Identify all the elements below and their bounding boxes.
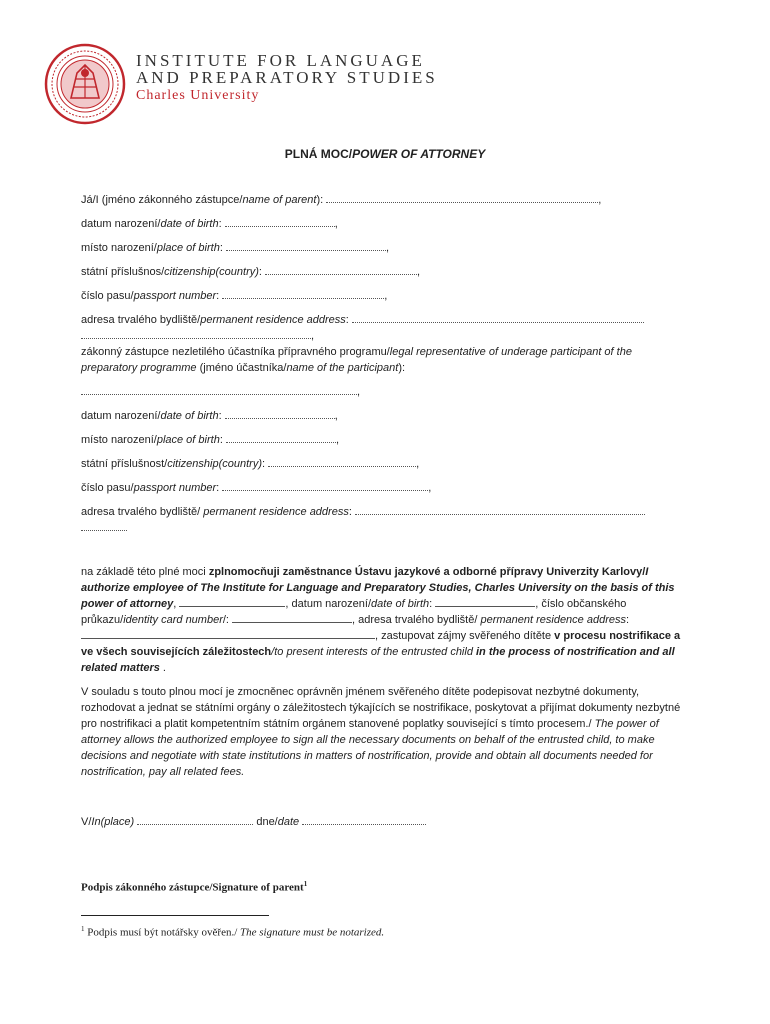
child-address-row: adresa trvalého bydliště/ permanent residence address: [81, 504, 681, 520]
parent-name-row: Já/I (jméno zákonného zástupce/name of parent): , [81, 194, 602, 206]
child-citizenship-field[interactable] [268, 457, 416, 467]
page-title: PLNÁ MOC/POWER OF ATTORNEY [284, 147, 486, 161]
institute-name-line1: INSTITUTE FOR LANGUAGE [136, 51, 425, 70]
child-address-field-2[interactable] [81, 521, 127, 531]
child-dob-row: datum narození/date of birth: , [81, 410, 338, 422]
parent-dob-row: datum narození/date of birth: , [81, 218, 338, 230]
child-dob-field[interactable] [225, 409, 335, 419]
parent-passport-row: číslo pasu/passport number: , [81, 290, 388, 302]
employee-address-field[interactable] [81, 629, 375, 639]
authorization-paragraph: na základě této plné moci zplnomocňuji zaměstnance Ústavu jazykové a odborné přípravy Univerzity Karlovy/I authorize employee of The Institute for Language and Preparatory Studies, Charles University on the basis of this power of attorney, , datum narození/date of birth: , číslo občanského průkazu/identity card number/: , adresa trvalého bydliště/ permanent residence address: , zastupovat zájmy svěřeného dítěte v procesu nostrifikace a ve všech souvisejících záležitostech/to present interests of the entrusted child in the process of nostrification and all related matters . [81, 566, 681, 674]
university-seal-logo [44, 43, 126, 125]
university-name: Charles University [136, 88, 260, 103]
child-citizenship-row: státní příslušnost/citizenship(country): , [81, 458, 420, 470]
parent-address-row: adresa trvalého bydliště/permanent residence address: [81, 312, 681, 328]
child-name-row: , [81, 384, 681, 400]
child-passport-field[interactable] [222, 481, 428, 491]
child-name-field[interactable] [81, 385, 357, 395]
parent-passport-field[interactable] [222, 289, 384, 299]
institute-header [136, 52, 438, 104]
child-pob-field[interactable] [226, 433, 336, 443]
parent-citizenship-row: státní příslušnos/citizenship(country): , [81, 266, 421, 278]
parent-address-continuation: , [81, 328, 681, 344]
place-field[interactable] [137, 815, 253, 825]
footnote: $^1$ Podpis musí být notářsky ověřen./ The signature must be notarized. [81, 925, 385, 939]
employee-id-card-field[interactable] [232, 613, 352, 623]
footnote-rule [81, 915, 269, 916]
child-pob-row: místo narození/place of birth: , [81, 434, 339, 446]
parent-pob-field[interactable] [226, 241, 386, 251]
employee-name-field[interactable] [179, 597, 285, 607]
employee-dob-field[interactable] [435, 597, 535, 607]
signature-label: Podpis zákonného zástupce/Signature of parent$^1$ [81, 880, 308, 894]
parent-dob-field[interactable] [225, 217, 335, 227]
form-body [81, 192, 681, 830]
child-passport-row: číslo pasu/passport number: , [81, 482, 432, 494]
parent-pob-row: místo narození/place of birth: , [81, 242, 389, 254]
parent-name-field[interactable] [326, 193, 598, 203]
legal-representative-text: zákonný zástupce nezletilého účastníka přípravného programu/legal representative of underage participant of the preparatory programme (jméno účastníka/name of the participant): [81, 346, 632, 374]
place-date-row: V/In(place) dne/date [81, 814, 681, 830]
parent-address-field-2[interactable] [81, 329, 311, 339]
date-field[interactable] [302, 815, 426, 825]
parent-citizenship-field[interactable] [265, 265, 417, 275]
parent-address-field[interactable] [352, 313, 644, 323]
child-address-field[interactable] [355, 505, 645, 515]
institute-name-line2: AND PREPARATORY STUDIES [136, 68, 438, 87]
agreement-paragraph: V souladu s touto plnou mocí je zmocněnec oprávněn jménem svěřeného dítěte podepisovat nezbytné dokumenty, rozhodovat a jednat se státními orgány o záležitostech týkajících se nostrifikace, poskytovat a přijímat dokumenty nezbytné pro nostrifikaci a platit kompetentním státním orgánem stanovené poplatky související s tímto procesem./ The power of attorney allows the authorized employee to sign all the necessary documents on behalf of the entrusted child, to make decisions and negotiate with state institutions in matters of nostrification, provide and obtain all documents needed for nostrification, pay all related fees. [81, 686, 681, 778]
child-address-continuation [81, 520, 681, 536]
